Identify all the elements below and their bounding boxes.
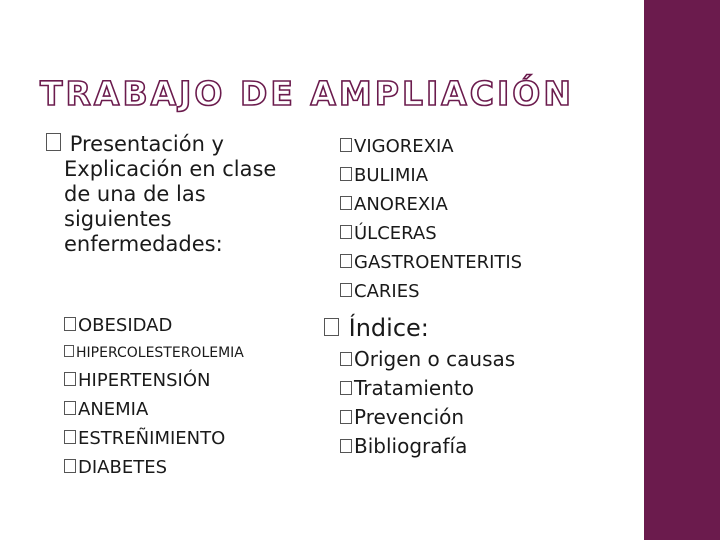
bullet-box-icon — [64, 372, 76, 386]
index-list — [340, 345, 630, 461]
right-list-item-label: ANOREXIA — [354, 194, 448, 215]
bullet-box-icon — [64, 345, 74, 357]
index-list-item — [340, 432, 630, 461]
intro-text: Presentación y Explicación en clase de una de las siguientes enfermedades: — [64, 132, 277, 256]
left-list-item — [64, 311, 334, 340]
bullet-box-icon — [340, 225, 352, 239]
right-list-item — [340, 161, 630, 190]
bullet-box-icon — [64, 317, 76, 331]
disease-list-right — [340, 132, 630, 306]
bullet-box-icon — [64, 430, 76, 444]
right-list-item-label: CARIES — [354, 281, 420, 302]
index-list-item — [340, 403, 630, 432]
disease-list-left — [64, 311, 334, 482]
left-list-item-label: ANEMIA — [78, 399, 149, 420]
left-list-item — [64, 366, 334, 395]
right-list-item-label: ÚLCERAS — [354, 223, 437, 244]
decorative-side-bar — [642, 0, 720, 540]
right-list-item — [340, 277, 630, 306]
bullet-box-icon — [324, 318, 339, 336]
left-list-item — [64, 395, 334, 424]
right-list-item — [340, 132, 630, 161]
bullet-box-icon — [340, 196, 352, 210]
right-list-item — [340, 190, 630, 219]
right-list-item-label: VIGOREXIA — [354, 136, 454, 157]
slide-title: TRABAJO DE AMPLIACIÓN — [40, 74, 574, 113]
bullet-box-icon — [340, 283, 352, 297]
side-bar-divider — [642, 0, 644, 540]
bullet-box-icon — [340, 167, 352, 181]
intro-block — [46, 132, 306, 257]
left-list-item-label: DIABETES — [78, 457, 167, 478]
index-list-item — [340, 374, 630, 403]
right-list-item — [340, 219, 630, 248]
left-list-item — [64, 340, 334, 366]
bullet-box-icon — [340, 439, 352, 453]
left-list-item-label: OBESIDAD — [78, 315, 173, 336]
bullet-box-icon — [340, 381, 352, 395]
index-list-item-label: Prevención — [354, 405, 465, 429]
bullet-box-icon — [340, 254, 352, 268]
bullet-box-icon — [340, 138, 352, 152]
bullet-box-icon — [46, 133, 61, 151]
left-list-item — [64, 453, 334, 482]
left-list-item-label: HIPERCOLESTEROLEMIA — [76, 345, 244, 361]
index-list-item-label: Origen o causas — [354, 347, 516, 371]
left-list-item-label: HIPERTENSIÓN — [78, 370, 211, 391]
right-list-item-label: BULIMIA — [354, 165, 429, 186]
bullet-box-icon — [64, 459, 76, 473]
index-list-item-label: Tratamiento — [354, 376, 474, 400]
index-heading-text: Índice: — [348, 314, 429, 342]
right-list-item-label: GASTROENTERITIS — [354, 252, 523, 273]
bullet-box-icon — [340, 410, 352, 424]
index-heading — [324, 313, 429, 343]
index-list-item — [340, 345, 630, 374]
left-list-item — [64, 424, 334, 453]
bullet-box-icon — [64, 401, 76, 415]
bullet-box-icon — [340, 352, 352, 366]
intro-bullet — [46, 132, 306, 257]
index-list-item-label: Bibliografía — [354, 434, 468, 458]
right-list-item — [340, 248, 630, 277]
left-list-item-label: ESTREÑIMIENTO — [78, 428, 226, 449]
